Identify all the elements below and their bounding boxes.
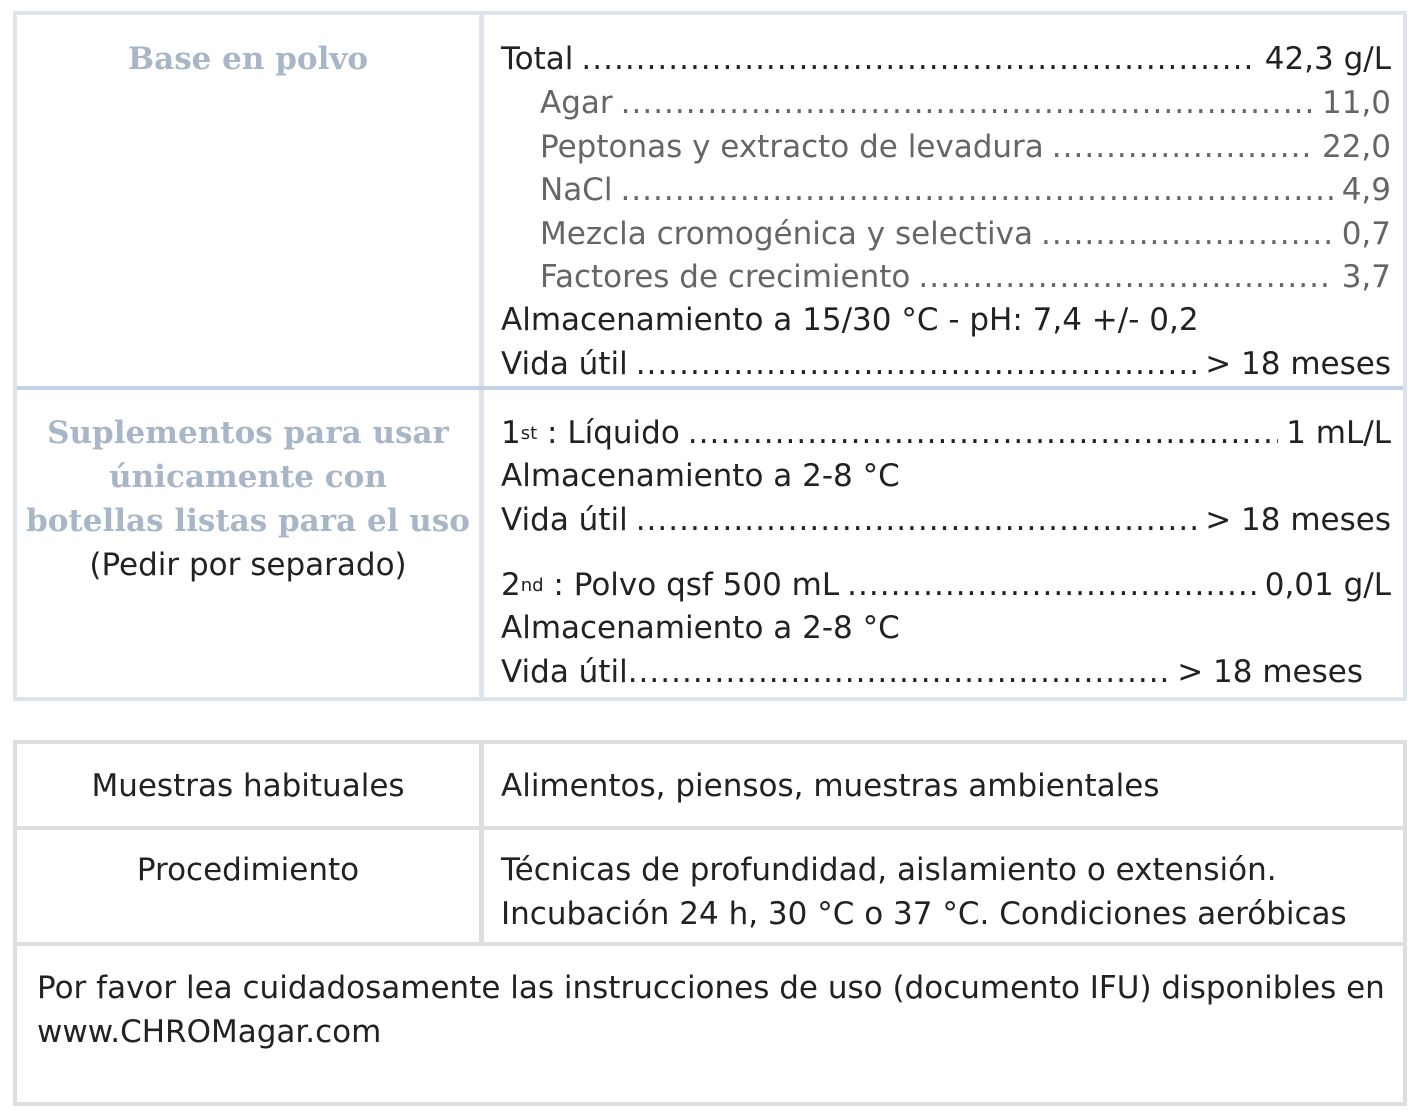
row-divider xyxy=(17,942,1403,946)
base-heading: Base en polvo xyxy=(127,41,369,77)
dot-leader xyxy=(636,498,1198,542)
ingredient-line xyxy=(540,81,1391,125)
shelf-label: Vida útil xyxy=(501,654,628,690)
supplement-name: : Polvo qsf 500 mL xyxy=(543,567,840,603)
dot-leader xyxy=(581,37,1256,81)
usage-info-table xyxy=(13,740,1407,1106)
order-separately-note: (Pedir por separado) xyxy=(89,547,407,583)
total-line xyxy=(501,37,1391,81)
ordinal-suffix: st xyxy=(520,423,538,444)
ifu-note-line: Por favor lea cuidadosamente las instrucciones de uso (documento IFU) disponibles en xyxy=(37,970,1385,1006)
ordinal-number: 1 xyxy=(501,415,521,451)
ingredient-line xyxy=(540,168,1391,212)
dot-leader xyxy=(628,650,1170,694)
second-supplement-shelf-life xyxy=(501,650,1363,694)
dot-leader xyxy=(1041,212,1334,256)
ifu-website: www.CHROMagar.com xyxy=(37,1014,382,1050)
shelf-value: > 18 meses xyxy=(1205,346,1391,382)
ordinal-suffix: nd xyxy=(520,575,544,596)
base-storage: Almacenamiento a 15/30 °C - pH: 7,4 +/- 0,2 xyxy=(501,302,1199,338)
procedure-label: Procedimiento xyxy=(136,852,360,888)
ingredient-value: 4,9 xyxy=(1341,172,1391,208)
ordinal-number: 2 xyxy=(501,567,521,603)
dot-leader xyxy=(620,168,1333,212)
supplements-heading-line: botellas listas para el uso xyxy=(26,503,470,539)
ingredient-name: Peptonas y extracto de levadura xyxy=(540,129,1044,165)
composition-table xyxy=(13,11,1407,701)
first-supplement-label xyxy=(501,411,680,460)
second-supplement-value: 0,01 g/L xyxy=(1264,567,1391,603)
ingredient-line xyxy=(540,255,1391,299)
column-divider xyxy=(479,15,484,697)
second-supplement-label xyxy=(501,563,839,612)
shelf-value: > 18 meses xyxy=(1177,654,1363,690)
ingredient-name: Agar xyxy=(540,85,613,121)
dot-leader xyxy=(847,563,1257,607)
ingredient-line xyxy=(540,212,1391,256)
supplements-heading-line: únicamente con xyxy=(109,459,387,495)
samples-label: Muestras habituales xyxy=(91,768,405,804)
base-shelf-life xyxy=(501,342,1391,386)
first-supplement-shelf-life xyxy=(501,498,1391,542)
ingredient-name: NaCl xyxy=(540,172,613,208)
samples-value: Alimentos, piensos, muestras ambientales xyxy=(501,768,1160,804)
ingredient-name: Mezcla cromogénica y selectiva xyxy=(540,216,1034,252)
dot-leader xyxy=(688,411,1278,455)
ingredient-value: 22,0 xyxy=(1321,129,1391,165)
supplement-name: : Líquido xyxy=(537,415,680,451)
supplements-heading-line: Suplementos para usar xyxy=(47,415,449,451)
row-divider xyxy=(17,826,1403,830)
first-supplement-value: 1 mL/L xyxy=(1286,415,1391,451)
ingredient-value: 3,7 xyxy=(1341,259,1391,295)
first-supplement-storage: Almacenamiento a 2-8 °C xyxy=(501,458,900,494)
first-supplement-line xyxy=(501,411,1391,455)
supplements-heading xyxy=(17,411,479,587)
shelf-label: Vida útil xyxy=(501,346,628,382)
second-supplement-line xyxy=(501,563,1391,607)
shelf-value: > 18 meses xyxy=(1205,502,1391,538)
shelf-label: Vida útil xyxy=(501,502,628,538)
dot-leader xyxy=(918,255,1333,299)
procedure-line: Incubación 24 h, 30 °C o 37 °C. Condiciones aeróbicas xyxy=(501,896,1347,932)
total-value: 42,3 g/L xyxy=(1264,41,1391,77)
dot-leader xyxy=(636,342,1198,386)
dot-leader xyxy=(1052,125,1314,169)
second-supplement-storage: Almacenamiento a 2-8 °C xyxy=(501,610,900,646)
ingredient-line xyxy=(540,125,1391,169)
row-divider xyxy=(17,386,1403,390)
ingredient-value: 11,0 xyxy=(1321,85,1391,121)
procedure-line: Técnicas de profundidad, aislamiento o extensión. xyxy=(501,852,1277,888)
ingredient-name: Factores de crecimiento xyxy=(540,259,911,295)
dot-leader xyxy=(621,81,1314,125)
ingredient-value: 0,7 xyxy=(1341,216,1391,252)
column-divider xyxy=(479,744,484,942)
total-label: Total xyxy=(501,41,574,77)
